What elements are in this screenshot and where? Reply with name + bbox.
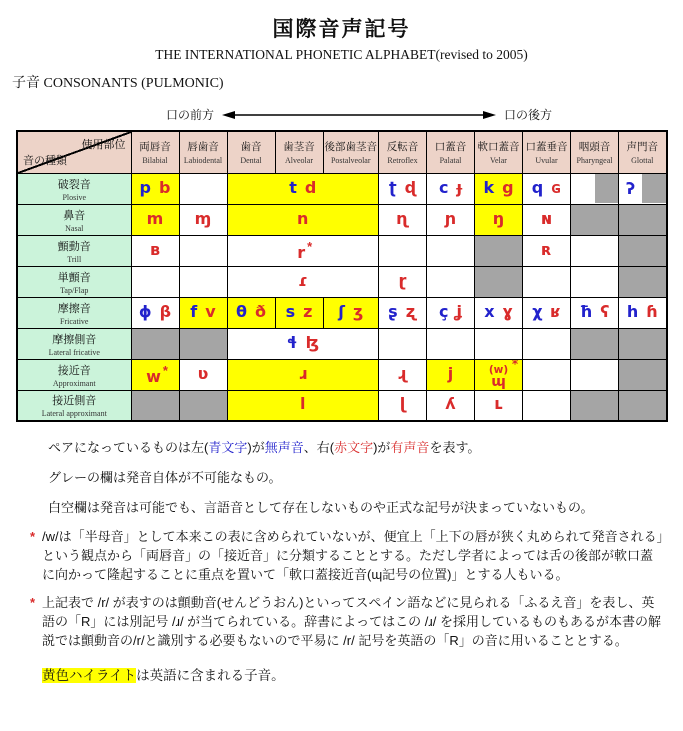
ipa-symbol: ʒ bbox=[352, 301, 364, 321]
column-label-jp: 口蓋垂音 bbox=[525, 141, 568, 154]
column-label-en: Uvular bbox=[535, 156, 558, 166]
split-cell-impossible bbox=[595, 174, 619, 203]
section-heading: 子音 CONSONANTS (PULMONIC) bbox=[12, 76, 224, 91]
corner-cell bbox=[17, 131, 131, 173]
legend-segment: 青文字 bbox=[208, 440, 248, 455]
ipa-cell bbox=[227, 359, 379, 390]
ipa-cell bbox=[179, 204, 227, 235]
legend-line-gray: グレーの欄は発音自体が不可能なもの。 bbox=[48, 470, 282, 485]
ipa-cell bbox=[323, 297, 379, 328]
direction-indicator bbox=[166, 106, 683, 123]
ipa-cell bbox=[571, 297, 619, 328]
ipa-cell bbox=[475, 235, 523, 266]
split-cell-impossible bbox=[642, 174, 665, 203]
split-cell-voiceless bbox=[571, 174, 595, 203]
ipa-cell bbox=[131, 297, 179, 328]
column-label-en: Labiodental bbox=[183, 156, 223, 166]
ipa-symbol: ɹ bbox=[298, 363, 308, 383]
ipa-cell bbox=[571, 359, 619, 390]
ipa-symbol: ɢ bbox=[551, 177, 562, 197]
notes-block bbox=[30, 527, 664, 650]
row-header-approximant bbox=[17, 359, 131, 390]
ipa-symbol: ɱ bbox=[194, 208, 212, 228]
ipa-cell bbox=[619, 390, 667, 421]
ipa-symbol: χ bbox=[532, 301, 543, 321]
legend-segment: 赤文字 bbox=[334, 440, 374, 455]
ipa-symbol: ʟ bbox=[494, 394, 503, 414]
footer-line bbox=[42, 664, 683, 684]
footnote-star: * bbox=[511, 359, 519, 372]
row-label-en: Nasal bbox=[65, 223, 84, 233]
ipa-cell bbox=[523, 235, 571, 266]
split-cell-wrap bbox=[571, 174, 618, 203]
ipa-cell bbox=[227, 297, 275, 328]
row-label-jp: 摩擦側音 bbox=[52, 333, 97, 346]
ipa-cell bbox=[523, 173, 571, 204]
ipa-symbol: l bbox=[300, 394, 306, 414]
ipa-symbol: β bbox=[159, 301, 172, 321]
ipa-symbol: h bbox=[626, 301, 639, 321]
ipa-symbol: v bbox=[205, 301, 216, 321]
ipa-cell bbox=[227, 235, 379, 266]
asterisk-marker: * bbox=[30, 595, 36, 610]
ipa-cell bbox=[523, 266, 571, 297]
ipa-cell bbox=[427, 390, 475, 421]
ipa-cell bbox=[427, 266, 475, 297]
ipa-symbol: (w) bbox=[488, 364, 509, 377]
ipa-cell bbox=[179, 328, 227, 359]
legend-segment: ペアになっているものは左( bbox=[48, 440, 209, 455]
ipa-symbol: ɦ bbox=[646, 301, 658, 321]
ipa-cell bbox=[379, 173, 427, 204]
column-label-jp: 声門音 bbox=[626, 141, 658, 154]
column-header-bilabial bbox=[131, 131, 179, 173]
ipa-cell bbox=[179, 297, 227, 328]
ipa-cell bbox=[619, 266, 667, 297]
ipa-cell bbox=[571, 235, 619, 266]
ipa-symbol: ɬ bbox=[286, 332, 298, 352]
ipa-symbol: ɟ bbox=[456, 177, 462, 197]
ipa-cell bbox=[131, 359, 179, 390]
row-label-jp: 顫動音 bbox=[57, 240, 91, 253]
page-title: 国際音声記号 bbox=[272, 18, 411, 41]
ipa-cell bbox=[179, 173, 227, 204]
footnote-star: * bbox=[162, 362, 168, 378]
table-body bbox=[17, 173, 667, 421]
table-row bbox=[17, 297, 667, 328]
ipa-cell bbox=[571, 390, 619, 421]
ipa-symbol: ɸ bbox=[138, 301, 152, 321]
column-label-jp: 軟口蓋音 bbox=[477, 141, 520, 154]
legend-block bbox=[48, 437, 683, 516]
row-header-tap-flap bbox=[17, 266, 131, 297]
double-arrow-icon bbox=[221, 109, 497, 121]
column-label-en: Retroflex bbox=[387, 156, 418, 166]
table-row bbox=[17, 235, 667, 266]
corner-top-label: 使用部位 bbox=[81, 139, 126, 151]
highlight-label: 黄色ハイライト bbox=[42, 668, 137, 683]
column-label-jp: 両唇音 bbox=[139, 141, 171, 154]
ipa-cell bbox=[131, 173, 179, 204]
row-label-en: Fricative bbox=[60, 316, 89, 326]
column-header-retroflex bbox=[379, 131, 427, 173]
ipa-cell bbox=[475, 359, 523, 390]
column-header-uvular bbox=[523, 131, 571, 173]
ipa-cell bbox=[227, 173, 379, 204]
split-cell-wrap bbox=[619, 174, 666, 203]
note-w bbox=[30, 527, 664, 584]
ipa-cell bbox=[427, 235, 475, 266]
ipa-cell bbox=[523, 390, 571, 421]
ipa-cell bbox=[179, 390, 227, 421]
row-label-jp: 破裂音 bbox=[57, 178, 91, 191]
ipa-cell bbox=[475, 390, 523, 421]
ipa-cell bbox=[131, 204, 179, 235]
column-label-jp: 反転音 bbox=[386, 141, 419, 154]
ipa-cell bbox=[619, 328, 667, 359]
column-label-en: Palatal bbox=[439, 156, 462, 166]
legend-segment: )が bbox=[373, 440, 391, 455]
column-label-jp: 唇歯音 bbox=[187, 141, 219, 154]
ipa-cell bbox=[523, 359, 571, 390]
ipa-symbol: m bbox=[146, 208, 164, 228]
ipa-cell bbox=[619, 297, 667, 328]
column-label-en: Alveolar bbox=[285, 156, 313, 166]
column-label-en: Dental bbox=[240, 156, 262, 166]
ipa-symbol: g bbox=[502, 177, 514, 197]
ipa-symbol: ʕ bbox=[600, 301, 610, 321]
ipa-symbol: ʐ bbox=[405, 301, 417, 321]
arrow-left-label: 口の前方 bbox=[166, 108, 215, 122]
row-header-plosive bbox=[17, 173, 131, 204]
ipa-symbol: j bbox=[447, 363, 454, 383]
ipa-table bbox=[16, 130, 668, 422]
ipa-symbol: ɭ bbox=[399, 394, 406, 414]
page-subtitle: THE INTERNATIONAL PHONETIC ALPHABET(revised to 2005) bbox=[155, 47, 528, 62]
ipa-symbol: ŋ bbox=[492, 208, 505, 228]
row-label-en: Plosive bbox=[62, 192, 87, 202]
row-header-trill bbox=[17, 235, 131, 266]
ipa-cell bbox=[619, 359, 667, 390]
ipa-symbol: z bbox=[303, 301, 313, 321]
ipa-cell bbox=[571, 204, 619, 235]
ipa-cell bbox=[227, 266, 379, 297]
ipa-cell bbox=[131, 266, 179, 297]
split-cell-voiceless bbox=[619, 174, 642, 203]
column-label-jp: 咽頭音 bbox=[578, 141, 611, 154]
note-r bbox=[30, 593, 664, 650]
ipa-cell bbox=[131, 235, 179, 266]
column-label-en: Glottal bbox=[631, 156, 654, 166]
ipa-cell bbox=[475, 173, 523, 204]
ipa-symbol: ʋ bbox=[197, 363, 209, 383]
ipa-symbol: ɰ bbox=[491, 373, 506, 390]
column-label-en: Bilabial bbox=[142, 156, 168, 166]
ipa-symbol: ɴ bbox=[540, 208, 553, 228]
column-label-jp: 歯茎音 bbox=[283, 141, 315, 154]
ipa-symbol: f bbox=[190, 301, 198, 321]
ipa-symbol: θ bbox=[236, 301, 247, 321]
ipa-cell bbox=[379, 359, 427, 390]
ipa-cell bbox=[131, 328, 179, 359]
column-label-en: Postalveolar bbox=[330, 156, 371, 166]
footer-text: は英語に含まれる子音。 bbox=[136, 668, 285, 683]
ipa-symbol: ħ bbox=[579, 301, 593, 321]
row-label-en: Lateral approximant bbox=[41, 409, 107, 419]
ipa-symbol: ʁ bbox=[550, 301, 561, 321]
column-label-jp: 口蓋音 bbox=[434, 141, 467, 154]
ipa-symbol: ʙ bbox=[149, 239, 161, 259]
ipa-symbol: w bbox=[146, 366, 161, 386]
ipa-symbol: d bbox=[304, 177, 317, 197]
ipa-cell bbox=[475, 204, 523, 235]
ipa-symbol: ɾ bbox=[297, 270, 308, 290]
ipa-cell bbox=[571, 173, 619, 204]
legend-line-white: 白空欄は発音は可能でも、言語音として存在しないものや正式な記号が決まっていないもの。 bbox=[48, 500, 594, 515]
table-row bbox=[17, 204, 667, 235]
table-row bbox=[17, 328, 667, 359]
ipa-cell bbox=[475, 328, 523, 359]
column-header-dental bbox=[227, 131, 275, 173]
row-label-jp: 鼻音 bbox=[63, 209, 86, 222]
ipa-cell bbox=[427, 328, 475, 359]
row-label-jp: 接近音 bbox=[57, 364, 91, 377]
ipa-cell bbox=[619, 235, 667, 266]
column-header-palatal bbox=[427, 131, 475, 173]
corner-bottom-label: 音の種類 bbox=[23, 154, 67, 167]
row-label-en: Tap/Flap bbox=[60, 285, 89, 295]
asterisk-marker: * bbox=[30, 529, 36, 544]
column-label-jp: 歯音 bbox=[240, 141, 262, 154]
table-row bbox=[17, 173, 667, 204]
ipa-symbol: ʔ bbox=[626, 178, 636, 198]
ipa-symbol: ð bbox=[255, 301, 266, 321]
legend-line-pairs bbox=[48, 437, 683, 456]
ipa-symbol: s bbox=[285, 301, 296, 321]
ipa-cell bbox=[571, 266, 619, 297]
ipa-symbol: ɽ bbox=[398, 270, 407, 290]
ipa-symbol: ʈ bbox=[388, 177, 397, 197]
note-text: 上記表で /r/ が表すのは顫動音(せんどうおん)といってスペイン語などに見られる「ふるえ音」を表し、英語の「R」には別記号 /ɹ/ が当てられている。辞書によってはこの /ɹ/ を採用しているものもあるが本書の解説では顫動音の/r/と識別する必要もないので平易に /r/ 記号を英語の「R」の音に用いることとする。 bbox=[42, 595, 661, 648]
ipa-cell bbox=[179, 359, 227, 390]
column-header-alveolar bbox=[275, 131, 323, 173]
ipa-cell bbox=[179, 235, 227, 266]
ipa-cell bbox=[427, 204, 475, 235]
column-label-jp: 後部歯茎音 bbox=[324, 141, 377, 154]
ipa-symbol: ʂ bbox=[388, 301, 398, 321]
ipa-symbol: ʃ bbox=[338, 301, 345, 321]
ipa-cell bbox=[571, 328, 619, 359]
table-row bbox=[17, 390, 667, 421]
ipa-cell bbox=[475, 266, 523, 297]
ipa-symbol: ʝ bbox=[456, 301, 462, 321]
column-label-en: Pharyngeal bbox=[576, 156, 613, 166]
ipa-symbol: r bbox=[297, 242, 306, 262]
ipa-cell bbox=[379, 204, 427, 235]
legend-segment: )が bbox=[247, 440, 265, 455]
ipa-symbol: ʀ bbox=[541, 239, 552, 259]
ipa-symbol-stack bbox=[488, 359, 519, 390]
ipa-cell bbox=[427, 173, 475, 204]
ipa-symbol: p bbox=[139, 177, 151, 197]
ipa-cell bbox=[475, 297, 523, 328]
footnote-star: * bbox=[307, 238, 313, 254]
legend-segment: 有声音 bbox=[390, 440, 430, 455]
column-header-labiodental bbox=[179, 131, 227, 173]
ipa-cell bbox=[379, 266, 427, 297]
legend-segment: 無声音 bbox=[264, 440, 304, 455]
ipa-cell bbox=[427, 359, 475, 390]
row-label-jp: 摩擦音 bbox=[57, 302, 91, 315]
column-header-velar bbox=[475, 131, 523, 173]
ipa-symbol: t bbox=[289, 177, 297, 197]
ipa-symbol: n bbox=[297, 208, 309, 228]
ipa-symbol: ç bbox=[439, 301, 449, 321]
ipa-symbol: ɖ bbox=[404, 177, 417, 197]
ipa-cell bbox=[523, 297, 571, 328]
ipa-cell bbox=[227, 390, 379, 421]
column-label-en: Velar bbox=[490, 156, 507, 166]
ipa-symbol: x bbox=[484, 301, 495, 321]
ipa-symbol: q bbox=[531, 177, 544, 197]
table-row bbox=[17, 266, 667, 297]
ipa-cell bbox=[227, 204, 379, 235]
note-text: /w/は「半母音」として本来この表に含められていないが、便宜上「上下の唇が狭く丸められて発音される」という観点から「両唇音」の「接近音」に分類することとする。ただし学者によっては舌の後部が軟口蓋に向かって隆起することに重点を置いて「軟口蓋接近音(ɰ記号の位置)」とする人もいる。 bbox=[42, 529, 664, 582]
ipa-cell bbox=[427, 297, 475, 328]
ipa-cell bbox=[379, 235, 427, 266]
row-header-lateral-approximant bbox=[17, 390, 131, 421]
ipa-symbol: ɲ bbox=[444, 208, 457, 228]
ipa-symbol: b bbox=[159, 177, 171, 197]
ipa-cell bbox=[379, 297, 427, 328]
column-header-pharyngeal bbox=[571, 131, 619, 173]
ipa-symbol: ɣ bbox=[502, 301, 513, 321]
ipa-symbol: ʎ bbox=[445, 394, 456, 414]
row-header-lateral-fricative bbox=[17, 328, 131, 359]
ipa-symbol: k bbox=[483, 177, 495, 197]
column-header-postalveolar bbox=[323, 131, 379, 173]
row-header-nasal bbox=[17, 204, 131, 235]
arrow-right-label: 口の後方 bbox=[504, 108, 553, 122]
ipa-symbol: ɳ bbox=[396, 208, 409, 228]
ipa-cell bbox=[275, 297, 323, 328]
ipa-cell bbox=[523, 204, 571, 235]
row-label-jp: 単顫音 bbox=[57, 271, 91, 284]
legend-segment: を表す。 bbox=[429, 440, 481, 455]
ipa-cell bbox=[131, 390, 179, 421]
row-label-en: Lateral fricative bbox=[48, 347, 100, 357]
ipa-symbol: ɮ bbox=[305, 332, 320, 352]
row-header-fricative bbox=[17, 297, 131, 328]
ipa-cell bbox=[523, 328, 571, 359]
ipa-cell bbox=[179, 266, 227, 297]
ipa-symbol: ɻ bbox=[397, 363, 408, 383]
ipa-cell bbox=[379, 390, 427, 421]
legend-segment: 、右( bbox=[303, 440, 335, 455]
ipa-cell bbox=[619, 173, 667, 204]
ipa-cell bbox=[619, 204, 667, 235]
ipa-cell bbox=[227, 328, 379, 359]
table-head bbox=[17, 131, 667, 173]
ipa-symbol: c bbox=[439, 177, 449, 197]
column-header-glottal bbox=[619, 131, 667, 173]
row-label-en: Trill bbox=[67, 254, 82, 264]
table-row bbox=[17, 359, 667, 390]
row-label-en: Approximant bbox=[52, 378, 96, 388]
row-label-jp: 接近側音 bbox=[52, 395, 97, 408]
ipa-cell bbox=[379, 328, 427, 359]
